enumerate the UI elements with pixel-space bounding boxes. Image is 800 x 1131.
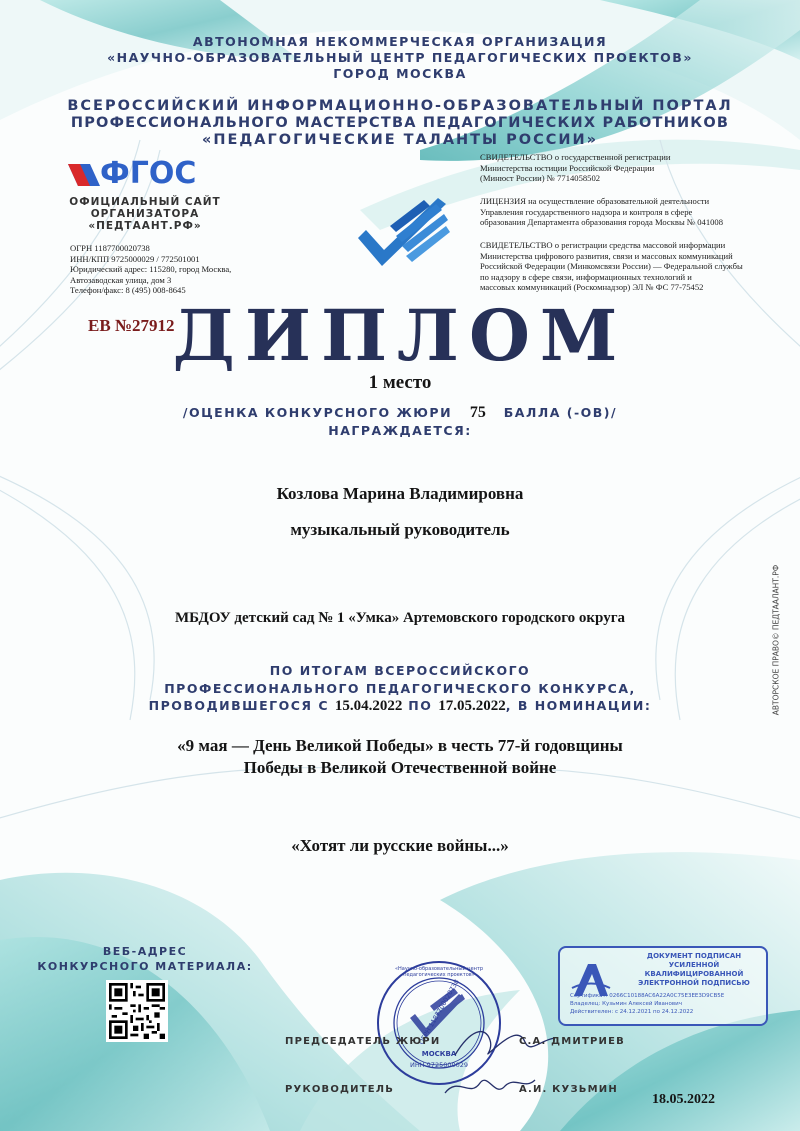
recipient-name: Козлова Марина Владимировна <box>276 484 524 503</box>
recipient-organization: МБДОУ детский сад № 1 «Умка» Артемовского городского округа <box>175 610 625 626</box>
signature-title: ДОКУМЕНТ ПОДПИСАН УСИЛЕННОЙ КВАЛИФИЦИРОВАННОЙ ЭЛЕКТРОННОЙ ПОДПИСЬЮ <box>638 952 750 987</box>
contest-line1: ПО ИТОГАМ ВСЕРОССИЙСКОГО <box>269 663 531 678</box>
pedtalant-hand-logo <box>350 196 460 286</box>
chairman-label: ПРЕДСЕДАТЕЛЬ ЖЮРИ <box>285 1036 441 1047</box>
place: 1 место <box>368 372 432 393</box>
work-title: «Хотят ли русские войны...» <box>291 836 509 855</box>
org-city: ГОРОД МОСКВА <box>333 66 467 81</box>
contest-period: ПРОВОДИВШЕГОСЯ С 15.04.2022 ПО 17.05.2022, В НОМИНАЦИИ: <box>148 698 652 714</box>
qr-code[interactable] <box>106 980 168 1042</box>
stamp-inn: ИНН 9725000029 <box>409 1061 469 1069</box>
org-details: ОГРН 1187700020738 ИНН/КПП 9725000029 / 772501001 Юридический адрес: 115280, город Москва, Автозаводская улица, дом 3 Телефон/факс: 8 (495) 008-8645 <box>70 243 232 296</box>
recipient-position: музыкальный руководитель <box>290 520 510 539</box>
jury-score <box>0 404 800 422</box>
stamp-ring-text: «Научно-образовательный центр педагогических проектов» <box>394 966 484 978</box>
issue-date: 18.05.2022 <box>652 1092 715 1107</box>
side-copyright: АВТОРСКОЕ ПРАВО© ПЕДТААЛАНТ.РФ <box>771 564 781 716</box>
fgos-logo: ФГОС <box>66 156 226 192</box>
score-prefix: /ОЦЕНКА КОНКУРСНОГО ЖЮРИ <box>182 405 453 420</box>
awarded-label: НАГРАЖДАЕТСЯ: <box>328 423 472 438</box>
score-value: 75 <box>469 404 486 421</box>
education-license: ЛИЦЕНЗИЯ на осуществление образовательной деятельности Управления государственного надзора и контроля в сфере образования Департамента образования города Москвы № 041008 <box>480 196 724 228</box>
qr-code-icon <box>109 983 165 1039</box>
registration-certificate: СВИДЕТЕЛЬСТВО о государственной регистрации Министерства юстиции Российской Федерации (Минюст России) № 7714058502 <box>480 152 671 184</box>
web-address-label: ВЕБ-АДРЕС КОНКУРСНОГО МАТЕРИАЛА: <box>37 945 253 973</box>
contest-line2: ПРОФЕССИОНАЛЬНОГО ПЕДАГОГИЧЕСКОГО КОНКУРСА, <box>164 681 636 696</box>
site-line1: ОФИЦИАЛЬНЫЙ САЙТ <box>69 196 221 208</box>
signature-details: Сертификат: 0266C10188AC6A22A0C75E3EE3D9CB5E Владелец: Кузьмин Алексей Иванович Действителен: с 24.12.2021 по 24.12.2022 <box>570 993 725 1015</box>
date-to: 17.05.2022 <box>438 698 506 714</box>
portal-line1: ВСЕРОССИЙСКИЙ ИНФОРМАЦИОННО-ОБРАЗОВАТЕЛЬНЫЙ ПОРТАЛ <box>67 98 733 114</box>
media-certificate: СВИДЕТЕЛЬСТВО о регистрации средства массовой информации Министерства цифрового развития, связи и массовых коммуникаций Российской Федерации (Минкомсвязи России) — Федеральной службы по надзору в сфере связи, информационных технологий и массовых коммуникаций (Роскомнадзор) ЭЛ № ФС 77-75452 <box>480 240 743 293</box>
stamp-city: МОСКВА <box>421 1050 457 1058</box>
stamp-ogrn: ОГРН 1187700020738 <box>417 978 461 1046</box>
nomination-line1: «9 мая — День Великой Победы» в честь 77-й годовщины <box>177 736 623 755</box>
official-site-block <box>60 196 230 232</box>
org-name-line2: «НАУЧНО-ОБРАЗОВАТЕЛЬНЫЙ ЦЕНТР ПЕДАГОГИЧЕСКИХ ПРОЕКТОВ» <box>107 50 693 65</box>
org-name-line1: АВТОНОМНАЯ НЕКОММЕРЧЕСКАЯ ОРГАНИЗАЦИЯ <box>192 34 608 49</box>
director-name: А.И. КУЗЬМИН <box>519 1084 618 1095</box>
serial-number: ЕВ №27912 <box>88 316 175 335</box>
date-from: 15.04.2022 <box>334 698 403 714</box>
director-label: РУКОВОДИТЕЛЬ <box>285 1084 395 1095</box>
site-line3: «ПЕДТААНТ.РФ» <box>88 220 202 232</box>
chairman-name: С.А. ДМИТРИЕВ <box>519 1036 625 1047</box>
score-suffix: БАЛЛА (-ОВ)/ <box>503 405 618 420</box>
diploma-title: ДИПЛОМ <box>172 294 628 377</box>
electronic-signature-box <box>558 946 768 1026</box>
portal-line2: ПРОФЕССИОНАЛЬНОГО МАСТЕРСТВА ПЕДАГОГИЧЕСКИХ РАБОТНИКОВ <box>70 115 730 131</box>
site-line2: ОРГАНИЗАТОРА <box>90 208 200 220</box>
portal-line3: «ПЕДАГОГИЧЕСКИЕ ТАЛАНТЫ РОССИИ» <box>201 132 599 148</box>
nomination-line2: Победы в Великой Отечественной войне <box>243 758 557 777</box>
